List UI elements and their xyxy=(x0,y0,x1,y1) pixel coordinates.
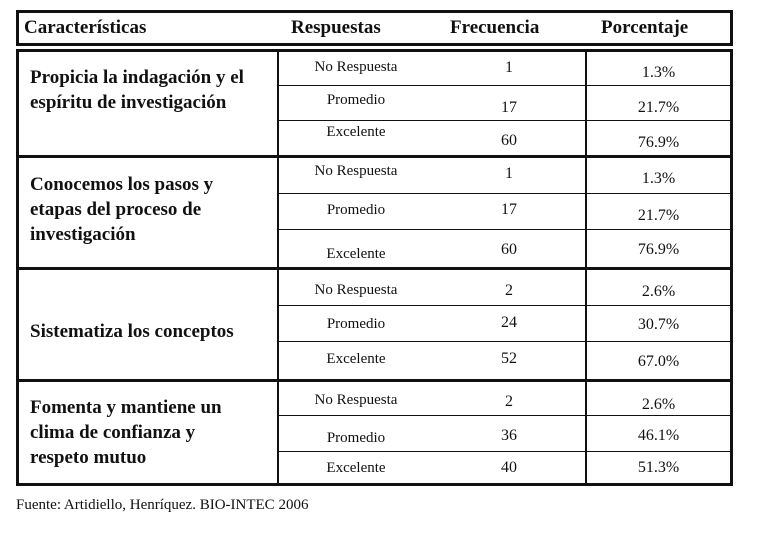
percentage-cell: 1.3% xyxy=(641,64,676,81)
table-border xyxy=(16,270,19,382)
table-border xyxy=(16,10,19,46)
table-border xyxy=(730,270,733,382)
frequency-cell: 2 xyxy=(505,393,513,410)
results-table xyxy=(16,10,733,486)
table-border xyxy=(16,483,733,486)
frequency-cell: 24 xyxy=(501,314,517,331)
table-border xyxy=(279,193,730,194)
frequency-cell: 60 xyxy=(501,132,517,149)
table-border xyxy=(16,382,19,486)
table-border xyxy=(279,305,730,306)
percentage-cell: 1.3% xyxy=(641,170,676,187)
table-border xyxy=(279,451,730,452)
frequency-cell: 40 xyxy=(501,459,517,476)
response-cell: Promedio xyxy=(326,202,386,218)
percentage-cell: 2.6% xyxy=(641,396,676,413)
response-cell: Excelente xyxy=(326,351,386,367)
frequency-cell: 2 xyxy=(505,282,513,299)
response-cell: Promedio xyxy=(326,430,386,446)
response-cell: No Respuesta xyxy=(314,392,398,408)
response-cell: Excelente xyxy=(326,124,386,140)
percentage-cell: 2.6% xyxy=(641,283,676,300)
percentage-cell: 21.7% xyxy=(637,99,680,116)
table-border xyxy=(279,341,730,342)
frequency-cell: 36 xyxy=(501,427,517,444)
table-border xyxy=(730,10,733,46)
table-border xyxy=(16,43,733,46)
percentage-cell: 51.3% xyxy=(637,459,680,476)
table-border xyxy=(16,49,19,158)
table-border xyxy=(279,415,730,416)
frequency-cell: 1 xyxy=(505,59,513,76)
table-border xyxy=(730,158,733,270)
group-label: Sistematiza los conceptos xyxy=(30,321,234,342)
response-cell: Excelente xyxy=(326,460,386,476)
table-border xyxy=(16,379,733,382)
frequency-cell: 52 xyxy=(501,350,517,367)
group-label: Propicia la indagación y el espíritu de investigación xyxy=(30,67,244,113)
header-frecuencia: Frecuencia xyxy=(450,17,540,38)
response-cell: Promedio xyxy=(326,92,386,108)
table-border xyxy=(16,158,19,270)
frequency-cell: 1 xyxy=(505,165,513,182)
percentage-cell: 21.7% xyxy=(637,207,680,224)
table-border xyxy=(279,229,730,230)
response-cell: Promedio xyxy=(326,316,386,332)
table-border xyxy=(16,267,733,270)
table-border xyxy=(16,155,733,158)
table-border xyxy=(16,10,733,13)
percentage-cell: 46.1% xyxy=(637,427,680,444)
response-cell: No Respuesta xyxy=(314,282,398,298)
table-border xyxy=(730,49,733,158)
percentage-cell: 76.9% xyxy=(637,241,680,258)
table-border xyxy=(16,49,733,52)
table-border xyxy=(279,85,730,86)
frequency-cell: 17 xyxy=(501,201,517,218)
response-cell: No Respuesta xyxy=(314,59,398,75)
header-respuestas: Respuestas xyxy=(291,17,381,38)
percentage-cell: 67.0% xyxy=(637,353,680,370)
percentage-cell: 30.7% xyxy=(637,316,680,333)
group-label: Conocemos los pasos y etapas del proceso de investigación xyxy=(30,174,214,245)
response-cell: Excelente xyxy=(326,246,386,262)
source-note: Fuente: Artidiello, Henríquez. BIO-INTEC 2006 xyxy=(16,497,309,513)
table-border xyxy=(279,120,730,121)
header-caracteristicas: Características xyxy=(24,17,147,38)
header-porcentaje: Porcentaje xyxy=(601,17,689,38)
frequency-cell: 17 xyxy=(501,99,517,116)
group-label: Fomenta y mantiene un clima de confianza y respeto mutuo xyxy=(30,397,222,468)
percentage-cell: 76.9% xyxy=(637,134,680,151)
response-cell: No Respuesta xyxy=(314,163,398,179)
frequency-cell: 60 xyxy=(501,241,517,258)
table-border xyxy=(730,382,733,486)
